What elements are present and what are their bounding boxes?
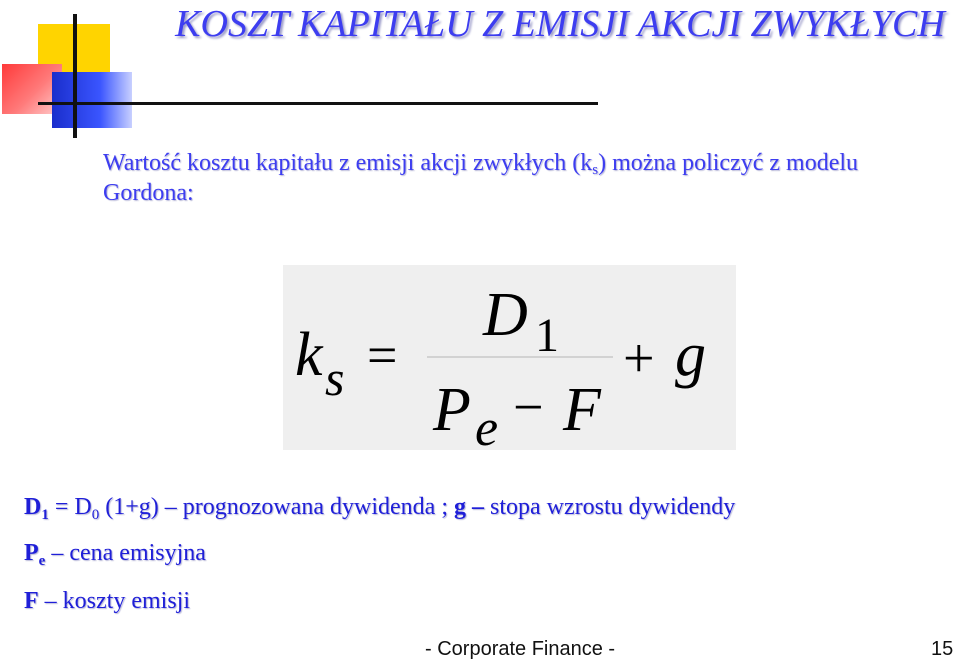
legend-d1-sub bbox=[41, 507, 49, 523]
legend-p-desc: – cena emisyjna bbox=[45, 540, 206, 566]
slide-title: KOSZT KAPITAŁU Z EMISJI AKCJI ZWYKŁYCH bbox=[175, 3, 945, 45]
legend-g: g – bbox=[454, 494, 484, 520]
legend-f-desc: – koszty emisji bbox=[38, 588, 190, 614]
gordon-formula bbox=[283, 265, 736, 450]
legend-eq-d0: = D bbox=[48, 494, 92, 520]
formula-denominator-p: P bbox=[433, 376, 471, 444]
formula-numerator-sub: 1 bbox=[535, 309, 559, 362]
page-number: 15 bbox=[931, 638, 954, 660]
formula-minus: − bbox=[513, 377, 544, 437]
logo-blue-square bbox=[52, 72, 132, 128]
legend-issue-price bbox=[24, 540, 206, 567]
formula-denominator-sub: e bbox=[475, 400, 499, 450]
legend-f: F bbox=[24, 588, 39, 614]
formula-plus: + bbox=[623, 328, 655, 390]
slide-logo-decoration bbox=[0, 0, 150, 140]
formula-lhs-sub: s bbox=[325, 350, 345, 406]
intro-text-after: ) można policzyć z modelu Gordona: bbox=[103, 150, 859, 206]
legend-dividend bbox=[24, 494, 735, 521]
legend-g-desc: stopa wzrostu dywidendy bbox=[484, 494, 736, 520]
intro-text bbox=[103, 148, 923, 208]
legend-dividend-expr: (1+g) – prognozowana dywidenda ; bbox=[99, 494, 454, 520]
slide-footer: - Corporate Finance - bbox=[425, 638, 616, 660]
legend-p: P bbox=[24, 540, 39, 566]
formula-equals: = bbox=[367, 325, 398, 385]
formula-lhs-k: k bbox=[295, 321, 323, 389]
formula-growth-g: g bbox=[675, 321, 706, 389]
legend-d0-sub: 0 bbox=[91, 507, 100, 523]
logo-vertical-line bbox=[73, 14, 77, 138]
intro-subscript: s bbox=[592, 162, 599, 178]
legend-p-sub-text: e bbox=[38, 553, 46, 569]
legend-issue-cost bbox=[24, 588, 190, 615]
formula-numerator-d: D bbox=[483, 281, 528, 349]
legend-d1-sub-text: 1 bbox=[41, 507, 49, 523]
intro-text-before: Wartość kosztu kapitału z emisji akcji zwykłych (k bbox=[103, 150, 593, 176]
formula-denominator-f: F bbox=[563, 376, 601, 444]
legend-d1: D bbox=[24, 494, 42, 520]
title-underline bbox=[38, 102, 598, 105]
formula-svg bbox=[283, 265, 736, 450]
